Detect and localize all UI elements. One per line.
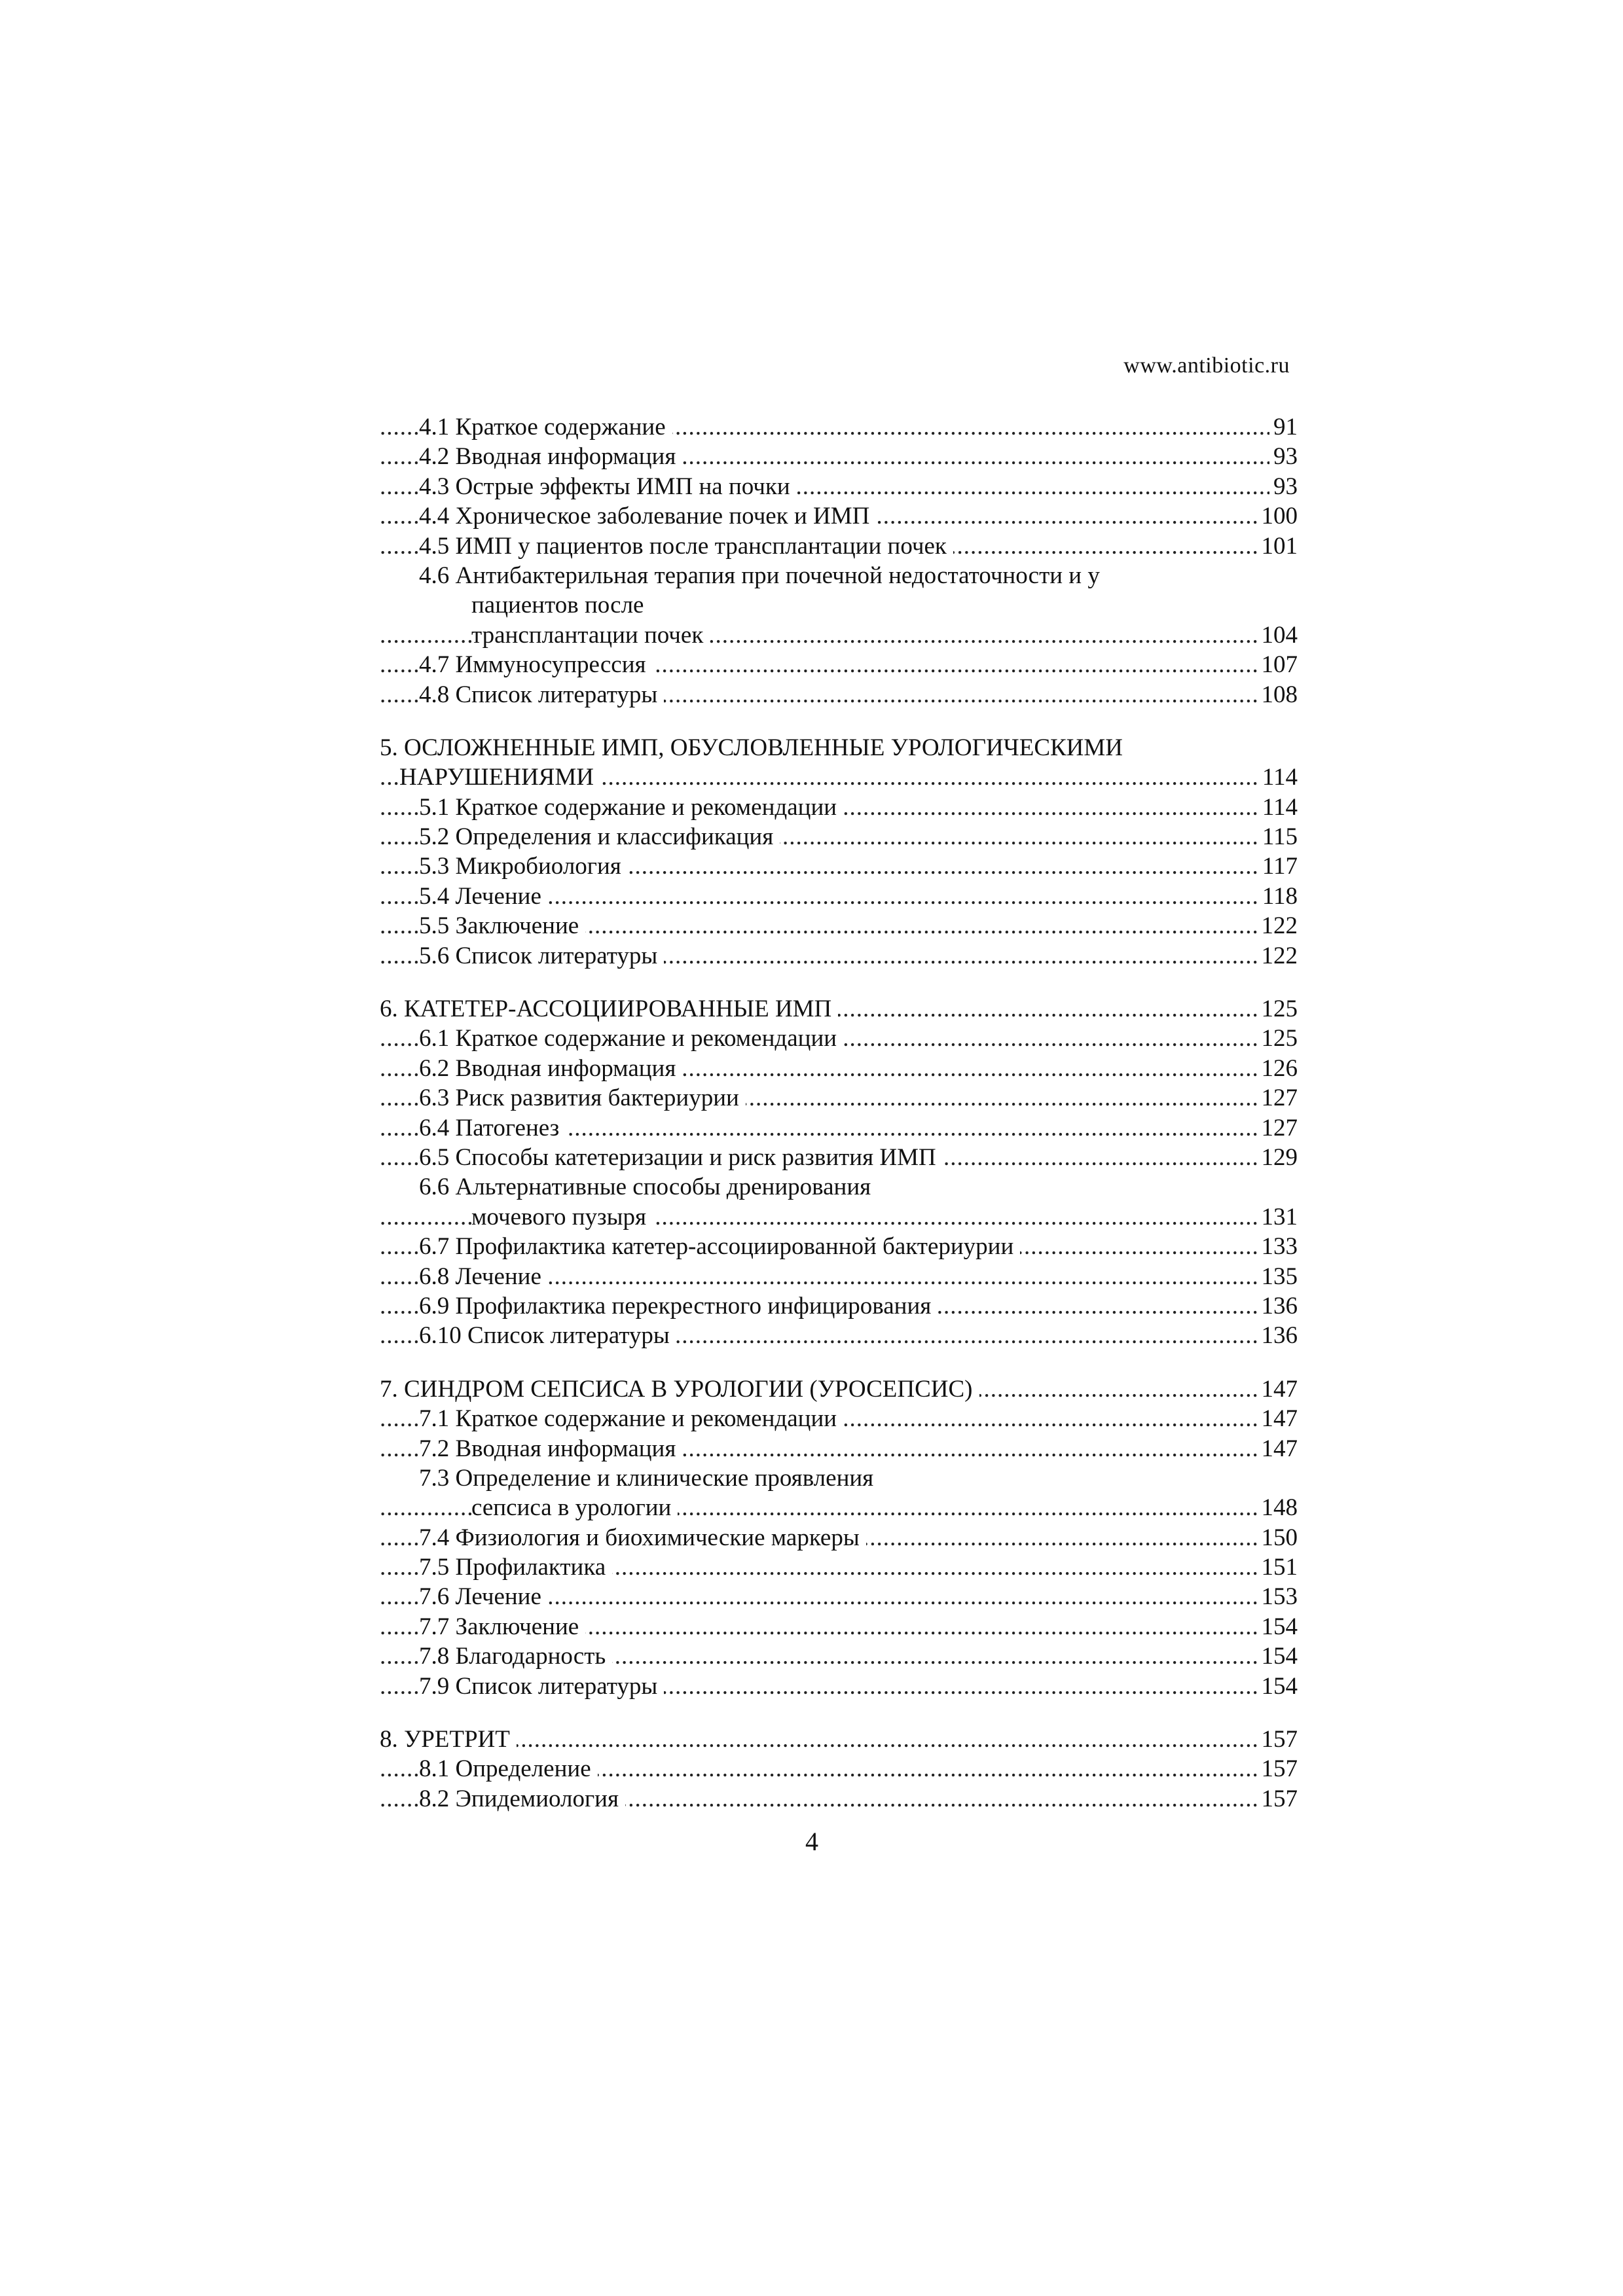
toc-entry-title: 7.4 Физиология и биохимические маркеры xyxy=(419,1524,866,1551)
toc-entry-page: 115 xyxy=(1258,822,1298,852)
toc-entry xyxy=(380,1262,1298,1291)
toc-entry xyxy=(380,1024,1298,1053)
toc-entry-page: 151 xyxy=(1258,1552,1298,1582)
toc-entry-page: 104 xyxy=(1258,620,1298,650)
toc-entry-title: 5.6 Список литературы xyxy=(419,942,664,969)
toc-entry-title: 6.9 Профилактика перекрестного инфицирования xyxy=(419,1293,938,1319)
toc-entry-page: 100 xyxy=(1258,501,1298,531)
toc-entry-page: 136 xyxy=(1258,1291,1298,1321)
toc-chapter-entry xyxy=(380,762,1298,792)
toc-entry xyxy=(380,1552,1298,1582)
toc-entry-title: 5.4 Лечение xyxy=(419,883,548,910)
toc-entry-title: 6.3 Риск развития бактериурии xyxy=(419,1085,746,1111)
toc-entry xyxy=(380,852,1298,881)
toc-entry-title: 5.3 Микробиология xyxy=(419,853,628,880)
toc-entry-title: трансплантации почек xyxy=(471,622,710,649)
toc-entry-title: 5. ОСЛОЖНЕННЫЕ ИМП, ОБУСЛОВЛЕННЫЕ УРОЛОГИЧЕСКИМИ xyxy=(380,734,1129,761)
toc-entry-title: 7.7 Заключение xyxy=(419,1613,585,1640)
toc-entry xyxy=(380,1404,1298,1433)
toc-entry xyxy=(380,1463,1298,1493)
toc-entry-page: 127 xyxy=(1258,1113,1298,1143)
toc-entry-title: пациентов после xyxy=(471,592,650,619)
toc-entry-page: 117 xyxy=(1258,852,1298,881)
toc-entry-title: 4.7 Иммуносупрессия xyxy=(419,651,653,678)
toc-entry xyxy=(380,1523,1298,1552)
toc-entry xyxy=(380,1291,1298,1321)
toc-entry-title: 7.5 Профилактика xyxy=(419,1554,612,1581)
toc-entry-title: 6.4 Патогенез xyxy=(419,1115,566,1141)
toc-entry xyxy=(380,531,1298,561)
toc-entry-page: 135 xyxy=(1258,1262,1298,1291)
toc-entry xyxy=(380,1202,1298,1232)
toc-entry xyxy=(380,911,1298,941)
toc-entry-page: 93 xyxy=(1269,472,1298,501)
toc-entry-page: 154 xyxy=(1258,1641,1298,1671)
toc-entry xyxy=(380,1434,1298,1463)
toc-entry-title: 7.6 Лечение xyxy=(419,1583,548,1610)
toc-entry xyxy=(380,1754,1298,1784)
table-of-contents xyxy=(380,412,1298,1814)
toc-entry xyxy=(380,1641,1298,1671)
toc-entry-page: 147 xyxy=(1258,1404,1298,1433)
toc-entry-title: 7. СИНДРОМ СЕПСИСА В УРОЛОГИИ (УРОСЕПСИС) xyxy=(380,1376,979,1403)
toc-entry-title: 6.2 Вводная информация xyxy=(419,1055,682,1082)
toc-entry-title: 6.7 Профилактика катетер-ассоциированной бактериурии xyxy=(419,1233,1020,1260)
toc-entry xyxy=(380,1582,1298,1611)
toc-entry-page: 118 xyxy=(1258,882,1298,911)
toc-entry xyxy=(380,650,1298,679)
toc-entry-page: 122 xyxy=(1258,911,1298,941)
toc-entry-page: 147 xyxy=(1258,1434,1298,1463)
toc-entry-title: 4.4 Хроническое заболевание почек и ИМП xyxy=(419,503,876,529)
toc-entry-page: 154 xyxy=(1258,1612,1298,1641)
dot-leader xyxy=(380,1725,1298,1754)
toc-entry-title: 8. УРЕТРИТ xyxy=(380,1726,517,1753)
toc-entry-title: 8.1 Определение xyxy=(419,1755,598,1782)
toc-entry xyxy=(380,1083,1298,1113)
toc-entry xyxy=(380,1612,1298,1641)
toc-entry-page: 131 xyxy=(1258,1202,1298,1232)
toc-entry xyxy=(380,561,1298,590)
toc-entry-title: 5.2 Определения и классификация xyxy=(419,823,780,850)
toc-entry-page: 91 xyxy=(1269,412,1298,442)
toc-entry xyxy=(380,472,1298,501)
toc-entry-title: 7.2 Вводная информация xyxy=(419,1435,682,1462)
toc-entry xyxy=(380,793,1298,822)
toc-entry xyxy=(380,1784,1298,1814)
toc-entry xyxy=(380,412,1298,442)
toc-entry-page: 157 xyxy=(1258,1725,1298,1754)
toc-entry-title: НАРУШЕНИЯМИ xyxy=(399,764,600,791)
toc-entry-title: 4.3 Острые эффекты ИМП на почки xyxy=(419,473,797,500)
toc-entry-page: 129 xyxy=(1258,1143,1298,1172)
toc-chapter-entry xyxy=(380,733,1298,762)
toc-entry-page: 157 xyxy=(1258,1784,1298,1814)
toc-entry xyxy=(380,1143,1298,1172)
toc-entry-title: 4.2 Вводная информация xyxy=(419,443,682,470)
toc-entry-page: 147 xyxy=(1258,1374,1298,1404)
toc-entry-title: 4.6 Антибактерильная терапия при почечной недостаточности и у xyxy=(419,562,1106,589)
toc-entry xyxy=(380,1113,1298,1143)
toc-entry-title: 6.5 Способы катетеризации и риск развития ИМП xyxy=(419,1144,943,1171)
toc-entry-page: 125 xyxy=(1258,994,1298,1024)
toc-entry xyxy=(380,1321,1298,1350)
toc-entry-title: 6.10 Список литературы xyxy=(419,1322,676,1349)
toc-entry xyxy=(380,680,1298,709)
toc-entry-title: 6.8 Лечение xyxy=(419,1263,548,1290)
toc-entry-title: 4.1 Краткое содержание xyxy=(419,414,672,440)
toc-chapter-entry xyxy=(380,1374,1298,1404)
toc-entry-page: 125 xyxy=(1258,1024,1298,1053)
toc-entry-title: 4.5 ИМП у пациентов после трансплантации почек xyxy=(419,533,953,560)
toc-entry-page: 107 xyxy=(1258,650,1298,679)
toc-entry xyxy=(380,1054,1298,1083)
toc-entry-page: 93 xyxy=(1269,442,1298,471)
toc-chapter-entry xyxy=(380,1725,1298,1754)
toc-entry-title: 5.1 Краткое содержание и рекомендации xyxy=(419,794,843,821)
toc-entry-page: 133 xyxy=(1258,1232,1298,1261)
toc-entry-page: 101 xyxy=(1258,531,1298,561)
toc-entry-page: 122 xyxy=(1258,941,1298,971)
toc-entry-page: 153 xyxy=(1258,1582,1298,1611)
toc-entry xyxy=(380,442,1298,471)
toc-entry xyxy=(380,620,1298,650)
toc-entry-title: сепсиса в урологии xyxy=(471,1494,678,1521)
toc-entry-page: 126 xyxy=(1258,1054,1298,1083)
toc-entry-page: 148 xyxy=(1258,1493,1298,1522)
toc-entry xyxy=(380,822,1298,852)
toc-entry-page: 108 xyxy=(1258,680,1298,709)
toc-entry-title: мочевого пузыря xyxy=(471,1204,653,1230)
page-number: 4 xyxy=(805,1827,818,1856)
header-url: www.antibiotic.ru xyxy=(1123,353,1290,378)
toc-entry-page: 136 xyxy=(1258,1321,1298,1350)
toc-entry xyxy=(380,590,1298,620)
toc-entry-title: 8.2 Эпидемиология xyxy=(419,1785,625,1812)
toc-entry-page: 127 xyxy=(1258,1083,1298,1113)
toc-chapter-entry xyxy=(380,994,1298,1024)
toc-entry xyxy=(380,1493,1298,1522)
toc-entry xyxy=(380,501,1298,531)
toc-entry-page: 150 xyxy=(1258,1523,1298,1552)
toc-entry-title: 7.9 Список литературы xyxy=(419,1673,664,1700)
toc-entry-title: 6.6 Альтернативные способы дренирования xyxy=(419,1174,877,1200)
toc-entry-title: 7.1 Краткое содержание и рекомендации xyxy=(419,1405,843,1432)
toc-entry xyxy=(380,882,1298,911)
toc-entry xyxy=(380,941,1298,971)
toc-entry xyxy=(380,1672,1298,1701)
toc-entry-title: 7.8 Благодарность xyxy=(419,1643,612,1670)
toc-entry-title: 7.3 Определение и клинические проявления xyxy=(419,1465,880,1492)
toc-entry-page: 157 xyxy=(1258,1754,1298,1784)
toc-entry-title: 6. КАТЕТЕР-АССОЦИИРОВАННЫЕ ИМП xyxy=(380,996,838,1022)
toc-entry-page: 154 xyxy=(1258,1672,1298,1701)
toc-entry-page: 114 xyxy=(1258,762,1298,792)
toc-entry xyxy=(380,1172,1298,1202)
toc-entry-title: 4.8 Список литературы xyxy=(419,681,664,708)
toc-entry xyxy=(380,1232,1298,1261)
toc-entry-title: 5.5 Заключение xyxy=(419,912,585,939)
toc-entry-title: 6.1 Краткое содержание и рекомендации xyxy=(419,1025,843,1052)
toc-entry-page: 114 xyxy=(1258,793,1298,822)
